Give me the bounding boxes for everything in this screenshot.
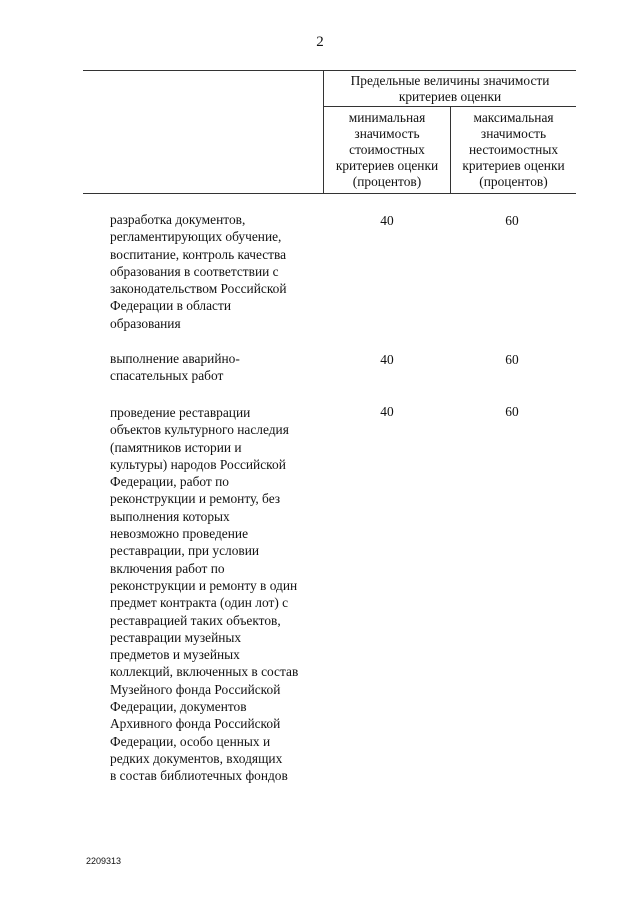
table-header-bottom-border — [83, 193, 576, 194]
table-row-3-min-value: 40 — [380, 404, 394, 419]
table-row-1-max-value: 60 — [505, 213, 519, 228]
table-top-border — [83, 70, 576, 71]
table-row-3-text: проведение реставрации объектов культурного наследия (памятников истории и культуры) народов Российской Федерации, работ по реконструкции и ремонту, без выполнения которых невозможно проведение реставрации, при условии включения работ по реконструкции и ремонту в один предмет контракта (один лот) с реставрацией таких объектов, реставрации музейных предметов и музейных коллекций, включенных в состав Музейного фонда Российской Федерации, документов Архивного фонда Российской Федерации, особо ценных и редких документов, входящих в состав библиотечных фондов — [110, 405, 299, 784]
page-number: 2 — [316, 34, 324, 50]
table-row-2-min-value: 40 — [380, 352, 394, 367]
header-min-column: минимальная значимость стоимостных критериев оценки (процентов) — [335, 110, 439, 189]
header-max-column: максимальная значимость нестоимостных критериев оценки (процентов) — [462, 110, 565, 189]
table-row-1-min-value: 40 — [380, 213, 394, 228]
document-code: 2209313 — [86, 856, 122, 866]
table-row-2-text: выполнение аварийно- спасательных работ — [110, 351, 240, 384]
header-group-title: Предельные величины значимости критериев оценки — [350, 73, 550, 104]
table-row-3-max-value: 60 — [505, 404, 519, 419]
table-row-2-max-value: 60 — [505, 352, 519, 367]
table-row-1-text: разработка документов, регламентирующих обучение, воспитание, контроль качества образования в соответствии с законодательством Российской Федерации в области образования — [110, 212, 287, 331]
